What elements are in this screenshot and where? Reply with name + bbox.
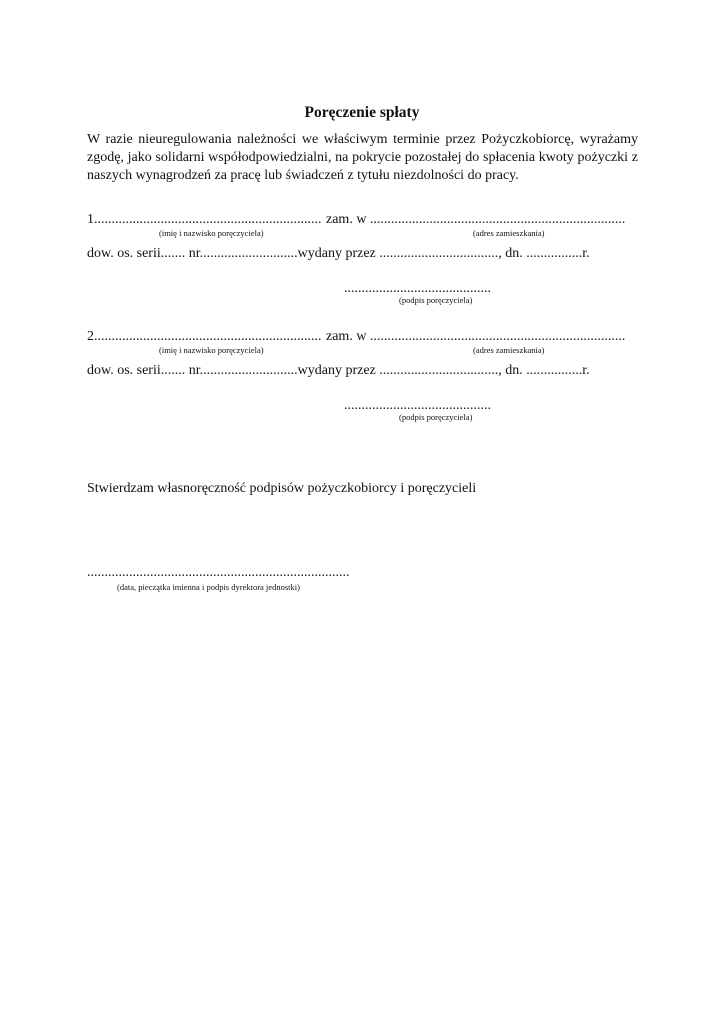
guarantor-2-name-caption: (imię i nazwisko poręczyciela) <box>159 345 264 355</box>
guarantor-1-address-field: zam. w ......................................................................... <box>326 212 626 227</box>
guarantor-2-signature-line: .......................................... <box>344 398 491 413</box>
intro-paragraph: W razie nieuregulowania należności we właściwym terminie przez Pożyczkobiorcę, wyrażamy zgodę, jako solidarni współodpowiedzialni, na pokrycie pozostałej do spłacenia kwoty pożyczki z naszych wynagrodzeń za pracę lub świadczeń z tytułu niezdolności do pracy. <box>87 132 638 183</box>
director-signature-caption: (data, pieczątka imienna i podpis dyrektora jednostki) <box>117 582 300 592</box>
guarantor-1-id-line: dow. os. serii....... nr............................wydany przez .................................., dn. ................r. <box>87 246 590 261</box>
guarantor-2-id-line: dow. os. serii....... nr............................wydany przez .................................., dn. ................r. <box>87 363 590 378</box>
guarantor-1-name-field: 1................................................................. <box>87 212 322 227</box>
confirmation-statement: Stwierdzam własnoręczność podpisów pożyczkobiorcy i poręczycieli <box>87 481 477 496</box>
guarantor-1-signature-caption: (podpis poręczyciela) <box>399 295 473 305</box>
director-signature-line: ........................................................................... <box>87 565 350 580</box>
guarantor-1-signature-line: .......................................... <box>344 281 491 296</box>
guarantor-2-address-field: zam. w ......................................................................... <box>326 329 626 344</box>
document-title: Poręczenie spłaty <box>304 104 420 121</box>
guarantor-1-address-caption: (adres zamieszkania) <box>473 228 545 238</box>
guarantor-2-address-caption: (adres zamieszkania) <box>473 345 545 355</box>
guarantor-1-name-caption: (imię i nazwisko poręczyciela) <box>159 228 264 238</box>
guarantor-2-name-field: 2................................................................. <box>87 329 322 344</box>
guarantor-2-signature-caption: (podpis poręczyciela) <box>399 412 473 422</box>
